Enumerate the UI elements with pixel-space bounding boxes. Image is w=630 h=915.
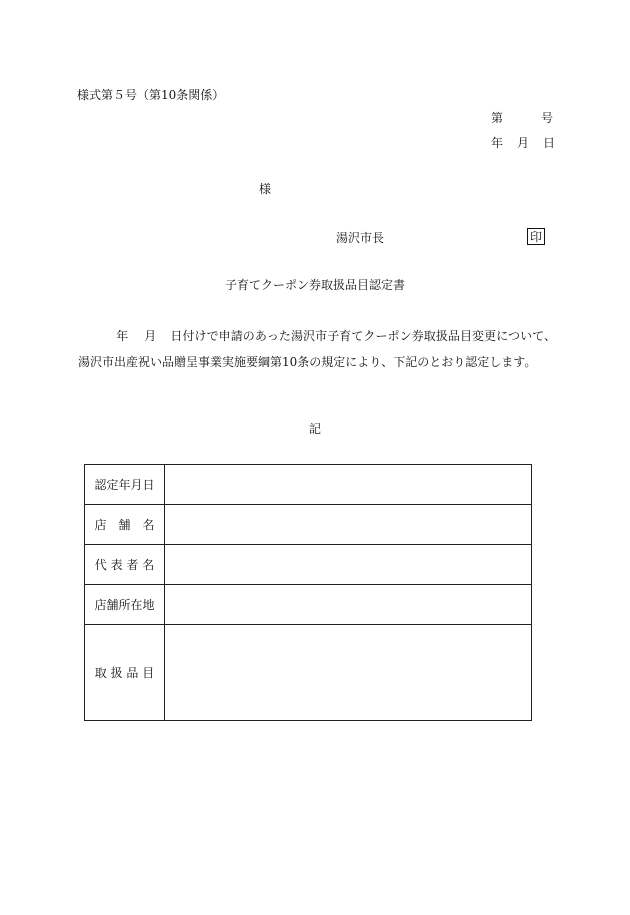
date-day-label: 日 — [543, 136, 556, 150]
doc-number-dai-label: 第 — [491, 111, 504, 125]
row-label-store-name: 店 舗 名 — [85, 505, 165, 545]
row-label-store-address: 店舗所在地 — [85, 585, 165, 625]
doc-number-go-label: 号 — [541, 111, 554, 125]
row-value-certification-date[interactable] — [165, 465, 532, 505]
row-label-certification-date: 認定年月日 — [85, 465, 165, 505]
row-value-representative[interactable] — [165, 545, 532, 585]
body-paragraph — [78, 323, 556, 375]
table-row — [85, 585, 532, 625]
date-year-label: 年 — [491, 136, 504, 150]
certification-table — [84, 464, 532, 721]
form-number: 様式第５号（第10条関係） — [77, 88, 225, 102]
row-value-handled-items[interactable] — [165, 625, 532, 721]
ki-heading: 記 — [308, 422, 321, 436]
row-label-handled-items: 取 扱 品 目 — [85, 625, 165, 721]
table-row — [85, 625, 532, 721]
table-row — [85, 505, 532, 545]
document-title: 子育てクーポン券取扱品目認定書 — [224, 278, 405, 292]
row-value-store-name[interactable] — [165, 505, 532, 545]
row-value-store-address[interactable] — [165, 585, 532, 625]
body-year: 年 — [116, 329, 129, 343]
body-text: 日付けで申請のあった湯沢市子育てクーポン券取扱品目変更について、湯沢市出産祝い品贈呈事業実施要綱第10条の規定により、下記のとおり認定します。 — [78, 329, 556, 369]
body-month: 月 — [144, 329, 157, 343]
row-label-representative: 代 表 者 名 — [85, 545, 165, 585]
table-row — [85, 545, 532, 585]
table-row — [85, 465, 532, 505]
seal-stamp: 印 — [527, 228, 545, 245]
document-number-line — [491, 112, 553, 124]
addressee-suffix: 様 — [259, 182, 272, 196]
date-month-label: 月 — [517, 136, 530, 150]
issue-date-line — [491, 137, 555, 149]
sender-name: 湯沢市長 — [336, 231, 385, 245]
